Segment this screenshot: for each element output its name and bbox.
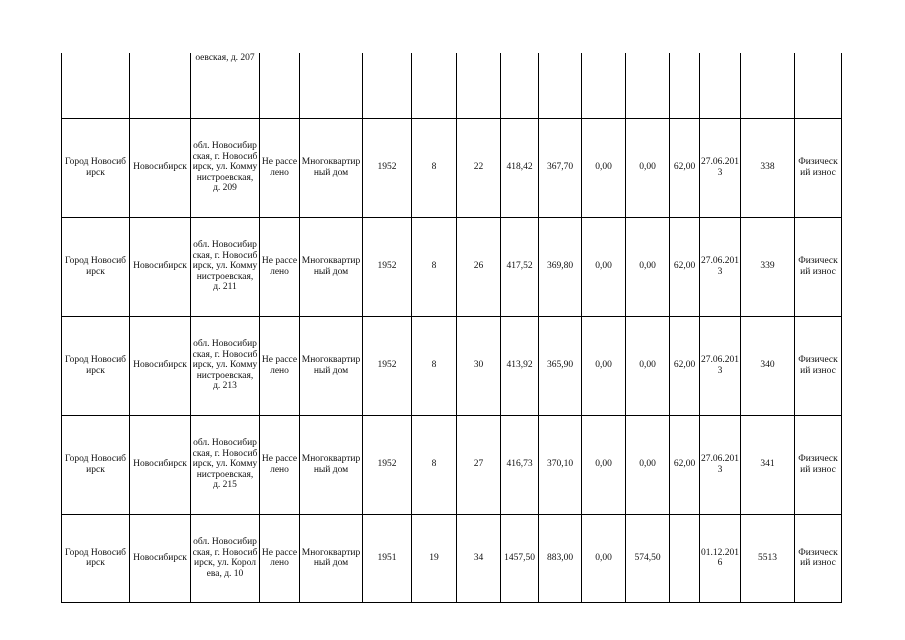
cell-col10: 883,00 bbox=[539, 514, 582, 602]
cell-col11: 0,00 bbox=[582, 415, 626, 514]
cell-col7 bbox=[412, 53, 457, 118]
cell-col8: 30 bbox=[457, 316, 501, 415]
cell-col13: 62,00 bbox=[670, 415, 700, 514]
cell-house-type bbox=[300, 53, 363, 118]
cell-reason: Физический износ bbox=[795, 118, 842, 217]
cell-reason: Физический износ bbox=[795, 316, 842, 415]
table-row-continuation bbox=[62, 53, 842, 118]
cell-year: 1952 bbox=[363, 118, 412, 217]
cell-address: обл. Новосибирская, г. Новосибирск, ул. Коммунистроевская, д. 213 bbox=[191, 316, 260, 415]
cell-year: 1952 bbox=[363, 316, 412, 415]
cell-status bbox=[260, 53, 300, 118]
cell-col11 bbox=[582, 53, 626, 118]
cell-date: 27.06.2013 bbox=[700, 118, 741, 217]
cell-col7: 8 bbox=[412, 217, 457, 316]
cell-house-type: Многоквартирный дом bbox=[300, 514, 363, 602]
cell-col8: 22 bbox=[457, 118, 501, 217]
cell-col8: 26 bbox=[457, 217, 501, 316]
cell-locality: Город Новосибирск bbox=[62, 217, 130, 316]
cell-col12: 574,50 bbox=[626, 514, 670, 602]
cell-year bbox=[363, 53, 412, 118]
cell-status: Не расселено bbox=[260, 514, 300, 602]
cell-reason: Физический износ bbox=[795, 514, 842, 602]
cell-col12: 0,00 bbox=[626, 316, 670, 415]
cell-locality: Город Новосибирск bbox=[62, 316, 130, 415]
cell-municipality: Новосибирск bbox=[130, 118, 191, 217]
cell-address: обл. Новосибирская, г. Новосибирск, ул. Коммунистроевская, д. 215 bbox=[191, 415, 260, 514]
housing-registry-table bbox=[61, 53, 842, 603]
cell-col11: 0,00 bbox=[582, 514, 626, 602]
cell-number: 338 bbox=[741, 118, 795, 217]
cell-col12: 0,00 bbox=[626, 217, 670, 316]
cell-municipality: Новосибирск bbox=[130, 217, 191, 316]
table-row bbox=[62, 316, 842, 415]
cell-date: 27.06.2013 bbox=[700, 217, 741, 316]
cell-col13: 62,00 bbox=[670, 316, 700, 415]
cell-address: оевская, д. 207 bbox=[191, 53, 260, 118]
cell-date: 27.06.2013 bbox=[700, 316, 741, 415]
cell-status: Не расселено bbox=[260, 316, 300, 415]
cell-house-type: Многоквартирный дом bbox=[300, 217, 363, 316]
cell-col8 bbox=[457, 53, 501, 118]
cell-house-type: Многоквартирный дом bbox=[300, 118, 363, 217]
cell-reason: Физический износ bbox=[795, 217, 842, 316]
cell-col11: 0,00 bbox=[582, 316, 626, 415]
cell-col12 bbox=[626, 53, 670, 118]
table-row bbox=[62, 415, 842, 514]
cell-municipality: Новосибирск bbox=[130, 514, 191, 602]
table-row bbox=[62, 118, 842, 217]
cell-col10: 365,90 bbox=[539, 316, 582, 415]
cell-col8: 27 bbox=[457, 415, 501, 514]
cell-col9: 418,42 bbox=[501, 118, 539, 217]
cell-col9: 417,52 bbox=[501, 217, 539, 316]
cell-col7: 8 bbox=[412, 415, 457, 514]
cell-address: обл. Новосибирская, г. Новосибирск, ул. Коммунистроевская, д. 209 bbox=[191, 118, 260, 217]
cell-house-type: Многоквартирный дом bbox=[300, 316, 363, 415]
cell-house-type: Многоквартирный дом bbox=[300, 415, 363, 514]
cell-date: 01.12.2016 bbox=[700, 514, 741, 602]
cell-col7: 8 bbox=[412, 118, 457, 217]
cell-col13: 62,00 bbox=[670, 118, 700, 217]
cell-date: 27.06.2013 bbox=[700, 415, 741, 514]
cell-locality: Город Новосибирск bbox=[62, 514, 130, 602]
cell-col10: 369,80 bbox=[539, 217, 582, 316]
cell-col10 bbox=[539, 53, 582, 118]
cell-col11: 0,00 bbox=[582, 118, 626, 217]
cell-status: Не расселено bbox=[260, 118, 300, 217]
cell-locality: Город Новосибирск bbox=[62, 118, 130, 217]
cell-status: Не расселено bbox=[260, 415, 300, 514]
cell-status: Не расселено bbox=[260, 217, 300, 316]
cell-col7: 19 bbox=[412, 514, 457, 602]
cell-col10: 370,10 bbox=[539, 415, 582, 514]
cell-number: 5513 bbox=[741, 514, 795, 602]
cell-col8: 34 bbox=[457, 514, 501, 602]
cell-col9: 413,92 bbox=[501, 316, 539, 415]
cell-col7: 8 bbox=[412, 316, 457, 415]
cell-col12: 0,00 bbox=[626, 118, 670, 217]
cell-col9: 416,73 bbox=[501, 415, 539, 514]
cell-year: 1951 bbox=[363, 514, 412, 602]
cell-municipality: Новосибирск bbox=[130, 316, 191, 415]
cell-col13: 62,00 bbox=[670, 217, 700, 316]
cell-municipality: Новосибирск bbox=[130, 415, 191, 514]
cell-address: обл. Новосибирская, г. Новосибирск, ул. Коммунистроевская, д. 211 bbox=[191, 217, 260, 316]
cell-col10: 367,70 bbox=[539, 118, 582, 217]
cell-address: обл. Новосибирская, г. Новосибирск, ул. Королева, д. 10 bbox=[191, 514, 260, 602]
table-row bbox=[62, 217, 842, 316]
cell-reason bbox=[795, 53, 842, 118]
cell-col13 bbox=[670, 514, 700, 602]
cell-year: 1952 bbox=[363, 415, 412, 514]
cell-reason: Физический износ bbox=[795, 415, 842, 514]
cell-number: 340 bbox=[741, 316, 795, 415]
table-row bbox=[62, 514, 842, 602]
cell-number bbox=[741, 53, 795, 118]
cell-col9 bbox=[501, 53, 539, 118]
cell-year: 1952 bbox=[363, 217, 412, 316]
cell-municipality bbox=[130, 53, 191, 118]
cell-col13 bbox=[670, 53, 700, 118]
cell-col12: 0,00 bbox=[626, 415, 670, 514]
cell-date bbox=[700, 53, 741, 118]
cell-number: 341 bbox=[741, 415, 795, 514]
cell-col11: 0,00 bbox=[582, 217, 626, 316]
cell-col9: 1457,50 bbox=[501, 514, 539, 602]
cell-locality: Город Новосибирск bbox=[62, 415, 130, 514]
cell-locality bbox=[62, 53, 130, 118]
cell-number: 339 bbox=[741, 217, 795, 316]
